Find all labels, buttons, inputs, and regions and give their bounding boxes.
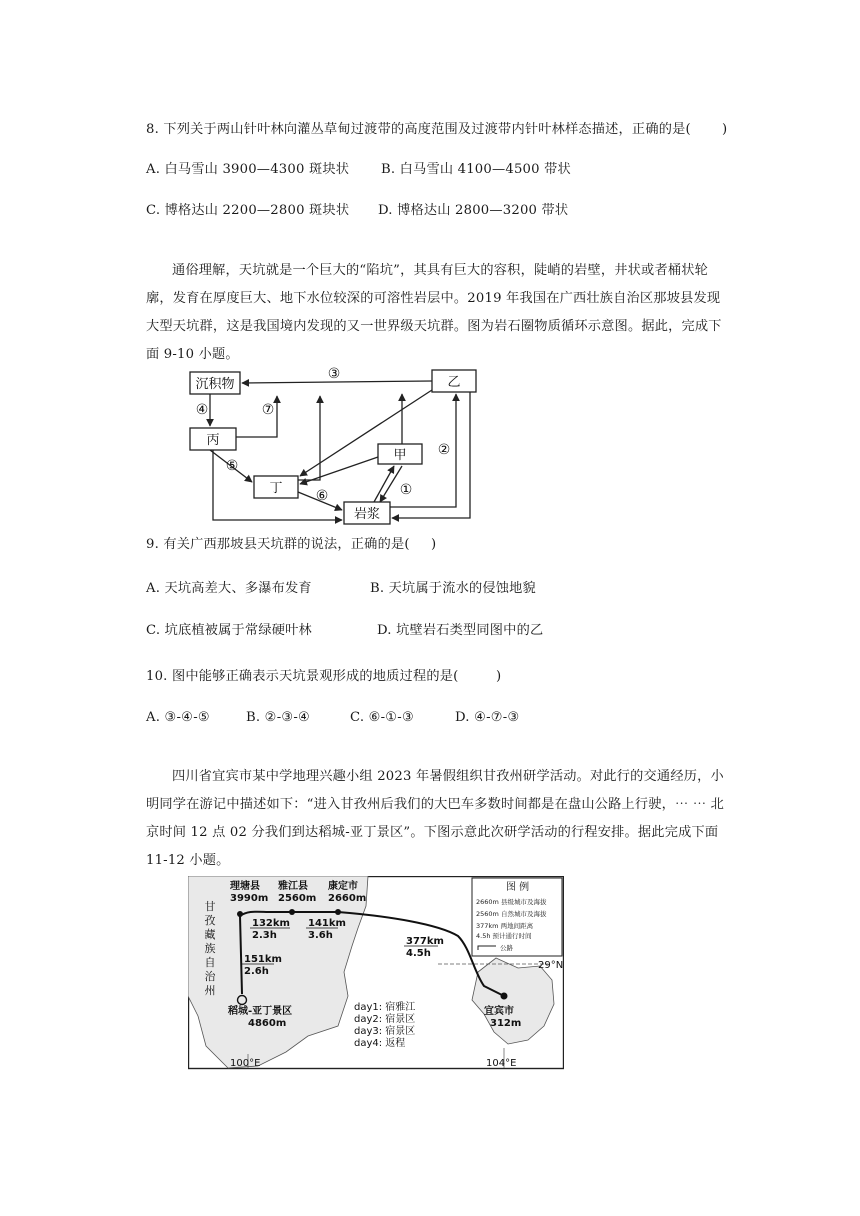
q10-option-d: D. ④-⑦-③ [455, 710, 520, 725]
legend-title: 图 例 [506, 882, 530, 893]
city-marker-litang [237, 911, 243, 917]
segment-time: 4.5h [406, 948, 431, 959]
city-elev-yajiang: 2560m [278, 893, 317, 904]
box-ding-label: 丁 [269, 481, 283, 496]
region-char: 自 [204, 956, 216, 969]
q10-option-a: A. ③-④-⑤ [146, 710, 210, 725]
schedule-day: day3: 宿景区 [354, 1026, 416, 1037]
q9-stem: 9. 有关广西那坡县天坑群的说法，正确的是( [146, 537, 410, 552]
schedule-day: day4: 返程 [354, 1038, 406, 1049]
lon-104e-label: 104°E [486, 1058, 517, 1069]
city-elev-kangding: 2660m [328, 893, 367, 904]
arrow-label-2: ② [437, 442, 451, 458]
q9-option-a: A. 天坑高差大、多瀑布发育 [146, 581, 312, 596]
q8-option-a: A. 白马雪山 3900—4300 斑块状 [146, 162, 350, 177]
segment-time: 2.3h [252, 930, 277, 941]
segment-time: 3.6h [308, 930, 333, 941]
q9-close: ) [431, 537, 437, 552]
city-marker-yibin [501, 993, 508, 1000]
city-elev-yibin: 312m [490, 1018, 522, 1029]
arrow-label-5: ⑤ [225, 458, 239, 474]
city-marker-yajiang [289, 909, 295, 915]
region-char: 孜 [204, 914, 216, 927]
q8-option-d: D. 博格达山 2800—3200 带状 [378, 203, 569, 218]
passage1-line: 面 9-10 小题。 [146, 347, 239, 362]
arrow-label-1: ① [399, 482, 413, 498]
q9-option-d: D. 坑壁岩石类型同图中的乙 [377, 623, 544, 638]
q8-option-b: B. 白马雪山 4100—4500 带状 [381, 162, 571, 177]
q10-stem: 10. 图中能够正确表示天坑景观形成的地质过程的是( [146, 669, 459, 684]
segment-dist: 141km [308, 918, 346, 929]
city-name-yibin: 宜宾市 [484, 1006, 514, 1017]
region-char: 藏 [204, 928, 216, 941]
passage1-line: 大型天坑群，这是我国境内发现的又一世界级天坑群。图为岩石圈物质循环示意图。据此，完成下 [146, 319, 722, 334]
route-map [188, 876, 564, 1072]
legend-row: 2660m 县级城市及海拔 [476, 898, 547, 906]
lat-29n-label: 29°N [538, 960, 564, 971]
legend-row: 377km 两地间距离 [476, 922, 534, 930]
box-sediment-label: 沉积物 [195, 377, 235, 392]
schedule-day: day1: 宿雅江 [354, 1002, 416, 1013]
q10-option-b: B. ②-③-④ [246, 710, 311, 725]
segment-dist: 132km [252, 918, 290, 929]
box-jia-label: 甲 [393, 448, 407, 463]
arrow-label-4: ④ [195, 402, 209, 418]
schedule-day: day2: 宿景区 [354, 1014, 416, 1025]
passage2-line: 明同学在游记中描述如下：“进入甘孜州后我们的大巴车多数时间都是在盘山公路上行驶，⋯ ⋯ 北 [146, 797, 724, 812]
rock-cycle-diagram [180, 362, 480, 532]
passage1-line: 通俗理解，天坑就是一个巨大的“陷坑”，其具有巨大的容积，陡峭的岩壁，井状或者桶状轮 [172, 263, 708, 278]
city-name-kangding: 康定市 [328, 881, 358, 892]
segment-dist: 377km [406, 936, 444, 947]
legend-row: 2560m 自然城市及海拔 [476, 910, 547, 918]
city-elev-litang: 3990m [230, 893, 269, 904]
q9-option-b: B. 天坑属于流水的侵蚀地貌 [370, 581, 536, 596]
map-legend [472, 878, 562, 956]
region-char: 甘 [204, 900, 216, 913]
passage2-line: 京时间 12 点 02 分我们到达稻城-亚丁景区”。下图示意此次研学活动的行程安排。据此完成下面 [146, 825, 719, 840]
arrow-label-6: ⑥ [315, 488, 329, 504]
q8-close: ) [722, 122, 728, 137]
segment-dist: 151km [244, 954, 282, 965]
lon-100e-label: 100°E [230, 1058, 261, 1069]
region-char: 族 [204, 942, 216, 955]
segment-time: 2.6h [244, 966, 269, 977]
legend-row: 4.5h 预计通行时间 [476, 932, 532, 940]
city-marker-kangding [335, 909, 341, 915]
q10-close: ) [496, 669, 502, 684]
region-char: 州 [204, 984, 216, 997]
passage1-line: 廓，发育在厚度巨大、地下水位较深的可溶性岩层中。2019 年我国在广西壮族自治区那坡县发现 [146, 291, 721, 306]
q10-option-c: C. ⑥-①-③ [350, 710, 414, 725]
box-yi-label: 乙 [447, 375, 461, 390]
box-bing-label: 丙 [206, 433, 220, 448]
box-magma-label: 岩浆 [353, 507, 381, 522]
legend-row: 公路 [500, 944, 513, 952]
city-elev-daocheng: 4860m [248, 1018, 287, 1029]
arrow-label-3: ③ [327, 366, 341, 382]
city-name-daocheng: 稻城-亚丁景区 [228, 1006, 293, 1017]
q9-option-c: C. 坑底植被属于常绿硬叶林 [146, 623, 312, 638]
q8-stem: 8. 下列关于两山针叶林向灌丛草甸过渡带的高度范围及过渡带内针叶林样态描述，正确的是( [146, 122, 691, 137]
city-name-yajiang: 雅江县 [278, 881, 308, 892]
q8-option-c: C. 博格达山 2200—2800 斑块状 [146, 203, 350, 218]
passage2-line: 11-12 小题。 [146, 853, 230, 868]
city-name-litang: 理塘县 [230, 881, 260, 892]
region-char: 治 [204, 970, 216, 983]
arrow-label-7: ⑦ [261, 402, 275, 418]
passage2-line: 四川省宜宾市某中学地理兴趣小组 2023 年暑假组织甘孜州研学活动。对此行的交通经历，小 [172, 769, 724, 784]
